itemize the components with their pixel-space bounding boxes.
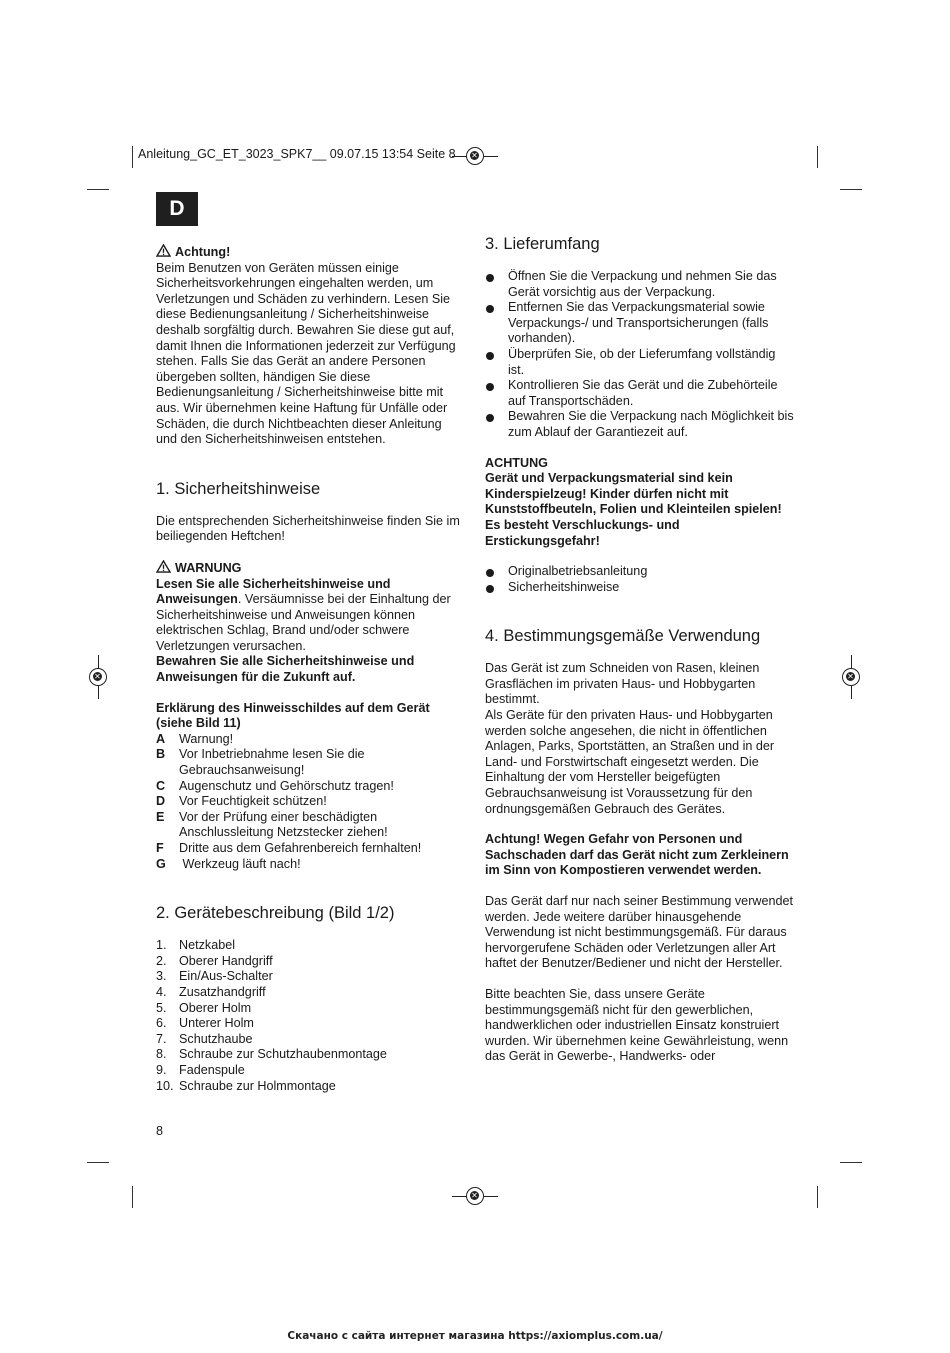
print-slug: Anleitung_GC_ET_3023_SPK7__ 09.07.15 13:54 Seite 8	[138, 147, 456, 161]
left-column	[156, 244, 466, 1094]
list-item-text: Ein/Aus-Schalter	[179, 969, 273, 984]
attention-text: Gerät und Verpackungsmaterial sind kein Kinderspielzeug! Kinder dürfen nicht mit Kunststoffbeuteln, Folien und Kleinteilen spielen! Es besteht Verschluckungs- und Erstickungsgefahr!	[485, 471, 782, 548]
page-number: 8	[156, 1124, 164, 1138]
section-heading-4: 4. Bestimmungsgemäße Verwendung	[485, 627, 761, 646]
list-item-text: Schraube zur Holmmontage	[179, 1078, 336, 1093]
intro-title-text: Achtung!	[175, 245, 231, 259]
sign-item-key: A	[156, 731, 166, 746]
crop-mark	[132, 146, 133, 168]
sign-item	[156, 779, 466, 795]
sign-item-key: E	[156, 809, 165, 824]
registration-target-icon	[89, 668, 107, 686]
list-item-number: 1.	[156, 938, 167, 953]
sign-item	[156, 747, 466, 778]
warning-body: . Versäumnisse bei der Einhaltung der Sicherheitshinweise und Anweisungen können elektrischen Schlag, Brand und/oder schwere Verletzungen verursachen.	[156, 592, 451, 653]
sign-item-key: D	[156, 794, 166, 809]
sign-item-text: Werkzeug läuft nach!	[179, 856, 301, 871]
list-item: Bewahren Sie die Verpackung nach Möglichkeit bis zum Ablauf der Garantiezeit auf.	[485, 409, 795, 440]
device-parts-list	[156, 938, 466, 1094]
crop-mark	[840, 189, 862, 190]
registration-target-icon	[842, 668, 860, 686]
intro-title	[156, 244, 466, 261]
warning-triangle-icon	[156, 244, 171, 257]
list-item-text: Netzkabel	[179, 938, 236, 953]
intended-use-p1: Das Gerät ist zum Schneiden von Rasen, kleinen Grasflächen im privaten Haus- und Hobbygarten bestimmt.	[485, 661, 760, 707]
list-item	[156, 1079, 466, 1095]
sign-item-key: G	[156, 856, 166, 871]
warning-title	[156, 560, 466, 577]
list-item	[156, 969, 466, 985]
list-item-number: 10.	[156, 1078, 174, 1093]
list-item: Öffnen Sie die Verpackung und nehmen Sie das Gerät vorsichtig aus der Verpackung.	[485, 269, 795, 300]
warning-keep-instructions: Bewahren Sie alle Sicherheitshinweise und Anweisungen für die Zukunft auf.	[156, 654, 415, 685]
list-item-text: Fadenspule	[179, 1062, 245, 1077]
list-item	[156, 1016, 466, 1032]
list-item: Kontrollieren Sie das Gerät und die Zubehörteile auf Transportschäden.	[485, 378, 795, 409]
sign-item	[156, 732, 466, 748]
list-item-text: Zusatzhandgriff	[179, 984, 266, 999]
intended-use-warning: Achtung! Wegen Gefahr von Personen und Sachschaden darf das Gerät nicht zum Zerkleinern im Sinn von Kompostieren verwendet werden.	[485, 832, 789, 878]
sign-item-text: Vor der Prüfung einer beschädigten Anschlussleitung Netzstecker ziehen!	[179, 809, 388, 840]
intended-use-p2: Als Geräte für den privaten Haus- und Hobbygarten werden solche angesehen, die nicht in öffentlichen Anlagen, Parks, Sportstätten, an Straßen und in der Land- und Forstwirtschaft eingesetzt werden. Die Einhaltung der vom Hersteller beigefügten Gebrauchsanweisung ist Voraussetzung für den ordnungsgemäßen Gebrauch des Gerätes.	[485, 708, 775, 816]
list-item: Originalbetriebsanleitung	[485, 564, 795, 580]
sign-item-key: B	[156, 747, 166, 762]
registration-target-icon	[466, 1187, 484, 1205]
list-item	[156, 1032, 466, 1048]
section-heading-3: 3. Lieferumfang	[485, 235, 600, 253]
language-badge: D	[156, 192, 198, 226]
sign-item	[156, 794, 466, 810]
crop-mark	[87, 189, 109, 190]
sign-item	[156, 810, 466, 841]
list-item-text: Oberer Holm	[179, 1000, 252, 1015]
crop-mark	[817, 146, 818, 168]
warning-title-text: WARNUNG	[175, 560, 242, 575]
list-item	[156, 985, 466, 1001]
list-item	[156, 954, 466, 970]
sign-item-text: Dritte aus dem Gefahrenbereich fernhalten!	[179, 841, 422, 855]
sign-explanation-heading: Erklärung des Hinweisschildes auf dem Gerät (siehe Bild 11)	[156, 700, 430, 731]
sign-item-key: F	[156, 841, 164, 855]
list-item	[156, 1063, 466, 1079]
list-item	[156, 1047, 466, 1063]
section-heading-1: 1. Sicherheitshinweise	[156, 479, 321, 498]
warning-triangle-icon	[156, 560, 171, 573]
intended-use-p3: Das Gerät darf nur nach seiner Bestimmung verwendet werden. Jede weitere darüber hinausgehende Verwendung ist nicht bestimmungsgemäß. Für daraus hervorgerufene Schäden oder Verletzungen aller Art haftet der Benutzer/Bediener und nicht der Hersteller.	[485, 894, 793, 971]
section-heading-2: 2. Gerätebeschreibung (Bild 1/2)	[156, 904, 395, 923]
list-item: Sicherheitshinweise	[485, 580, 795, 596]
crop-mark	[817, 1186, 818, 1208]
sign-item	[156, 857, 466, 873]
sign-item-text: Vor Inbetriebnahme lesen Sie die Gebrauchsanweisung!	[179, 747, 369, 778]
delivery-steps-list	[485, 269, 795, 441]
intended-use-p4: Bitte beachten Sie, dass unsere Geräte bestimmungsgemäß nicht für den gewerblichen, handwerklichen oder industriellen Einsatz konstruiert wurden. Wir übernehmen keine Gewährleistung, wenn das Gerät in Gewerbe-, Handwerks- oder	[485, 986, 789, 1064]
registration-target-icon	[466, 147, 484, 165]
download-credit: Скачано с сайта интернет магазина https://axiomplus.com.ua/	[287, 1330, 663, 1342]
crop-mark	[87, 1162, 109, 1163]
warning-paragraph	[156, 577, 466, 655]
list-item-number: 5.	[156, 1000, 167, 1015]
list-item: Entfernen Sie das Verpackungsmaterial sowie Verpackungs-/ und Transportsicherungen (falls vorhanden).	[485, 300, 795, 347]
list-item	[156, 938, 466, 954]
attention-title: ACHTUNG	[485, 455, 548, 470]
sign-item	[156, 841, 466, 857]
crop-mark	[840, 1162, 862, 1163]
sign-item-text: Augenschutz und Gehörschutz tragen!	[179, 778, 394, 793]
list-item-text: Schraube zur Schutzhaubenmontage	[179, 1047, 387, 1062]
warning-bold-lead: Lesen Sie alle Sicherheitshinweise und Anweisungen	[156, 576, 391, 607]
sign-explanation-list	[156, 732, 466, 872]
list-item-text: Schutzhaube	[179, 1031, 253, 1046]
crop-mark	[132, 1186, 133, 1208]
list-item-number: 9.	[156, 1062, 167, 1077]
list-item: Überprüfen Sie, ob der Lieferumfang vollständig ist.	[485, 347, 795, 378]
intro-text: Beim Benutzen von Geräten müssen einige Sicherheitsvorkehrungen eingehalten werden, um Verletzungen und Schäden zu verhindern. Lesen Sie diese Bedienungsanleitung / Sicherheitshinweise deshalb sorgfältig durch. Bewahren Sie diese gut auf, damit Ihnen die Informationen jederzeit zur Verfügung stehen. Falls Sie das Gerät an andere Personen übergeben sollten, händigen Sie diese Bedienungsanleitung / Sicherheitshinweise bitte mit aus. Wir übernehmen keine Haftung für Unfälle oder Schäden, die durch Nichtbeachten dieser Anleitung und den Sicherheitshinweisen entstehen.	[156, 260, 456, 447]
list-item-number: 4.	[156, 984, 167, 999]
list-item-number: 8.	[156, 1047, 167, 1062]
delivery-contents-list	[485, 564, 795, 595]
sign-item-text: Vor Feuchtigkeit schützen!	[179, 794, 327, 809]
sign-item-key: C	[156, 778, 166, 793]
list-item-number: 3.	[156, 969, 167, 984]
right-column	[485, 234, 795, 1065]
list-item-number: 6.	[156, 1016, 167, 1031]
list-item	[156, 1001, 466, 1017]
list-item-number: 2.	[156, 953, 167, 968]
sign-item-text: Warnung!	[179, 731, 234, 746]
list-item-text: Oberer Handgriff	[179, 953, 273, 968]
safety-reference-text: Die entsprechenden Sicherheitshinweise finden Sie im beiliegenden Heftchen!	[156, 513, 460, 544]
list-item-number: 7.	[156, 1031, 167, 1046]
list-item-text: Unterer Holm	[179, 1016, 254, 1031]
